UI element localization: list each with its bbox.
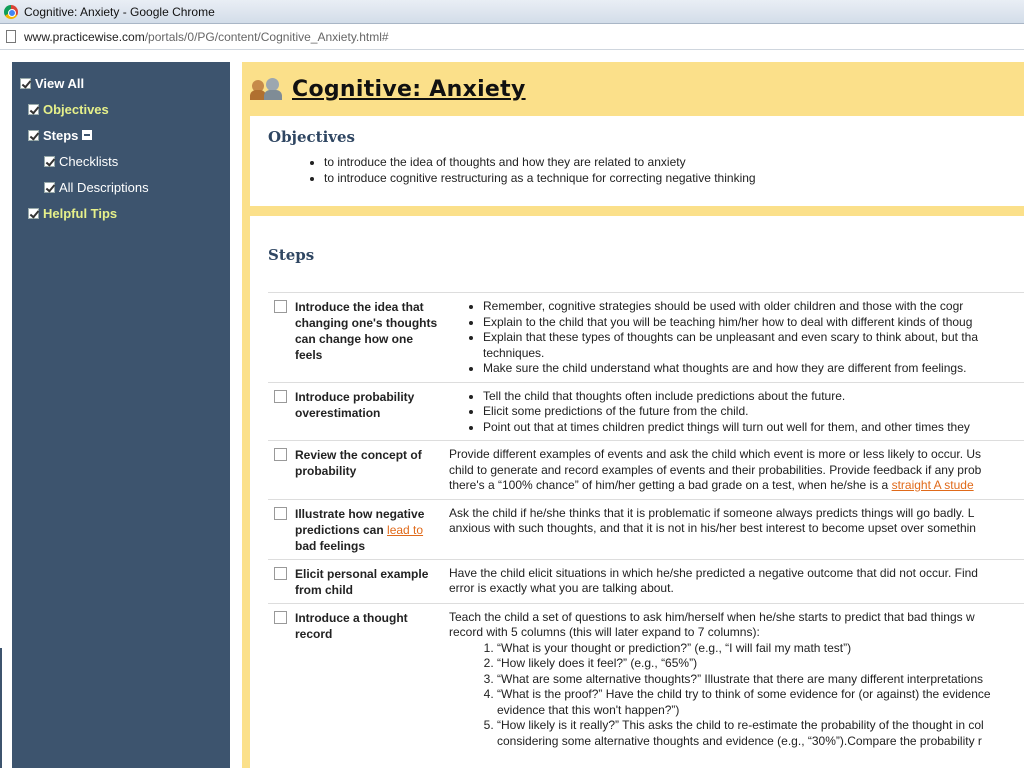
page-icon	[6, 30, 16, 43]
sidebar-item-steps[interactable]	[12, 122, 230, 148]
step-label: Illustrate how negative predictions can lead to bad feelings	[295, 506, 425, 553]
step-description	[439, 566, 1024, 598]
table-row	[268, 440, 1024, 499]
description-line: child to generate and record examples of events and their probabilities. Provide feedback if any prob	[449, 462, 982, 477]
address-bar[interactable]	[0, 24, 1024, 50]
step-label: Introduce probability overestimation	[295, 389, 415, 420]
description-line: Ask the child if he/she thinks that it is problematic if someone always predicts things will go badly. L	[449, 505, 975, 520]
list-item: • Elicit some predictions of the future from the child.	[483, 404, 1024, 420]
list-item: 5. “How likely is it really?” This asks the child to re-estimate the probability of the thought in col considering some alternative thoughts and evidence (e.g., “30%”).Compare the probability r	[497, 718, 1024, 749]
sidebar-item-label: Checklists	[59, 153, 119, 169]
step-label: Introduce the idea that changing one's thoughts can change how one feels	[295, 300, 438, 362]
url-path[interactable]: /portals/0/PG/content/Cognitive_Anxiety.html#	[144, 29, 389, 44]
chrome-icon	[4, 5, 18, 19]
window-title: Cognitive: Anxiety - Google Chrome	[24, 4, 215, 19]
list-item: • to introduce the idea of thoughts and how they are related to anxiety	[324, 154, 1006, 170]
step-checkbox[interactable]	[274, 300, 287, 313]
sidebar	[12, 62, 230, 768]
table-row	[268, 292, 1024, 382]
description-line: anxious with such thoughts, and that it is not in his/her best interest to become upset over somethin	[449, 521, 976, 535]
sidebar-item-label: All Descriptions	[59, 179, 149, 195]
sidebar-item-view-all[interactable]	[12, 70, 230, 96]
sidebar-item-label: Helpful Tips	[43, 205, 118, 221]
list-item: • Tell the child that thoughts often include predictions about the future.	[483, 389, 1024, 405]
list-item: • Explain to the child that you will be teaching him/her how to deal with different kinds of thoug	[483, 315, 1024, 331]
step-description	[439, 299, 1024, 377]
step-checkbox[interactable]	[274, 567, 287, 580]
sidebar-item-helpful-tips[interactable]	[12, 200, 230, 226]
checkbox-checked-icon[interactable]	[44, 182, 55, 193]
collapse-icon[interactable]	[82, 130, 92, 140]
table-row	[268, 382, 1024, 441]
straight-a-link[interactable]: straight A stude	[891, 478, 974, 492]
sidebar-item-objectives[interactable]	[12, 96, 230, 122]
sidebar-item-label: View All	[35, 75, 85, 91]
list-item-continuation: techniques.	[483, 345, 545, 360]
window-titlebar	[0, 0, 1024, 24]
page-title: Cognitive: Anxiety	[292, 76, 526, 102]
step-description	[439, 610, 1024, 750]
checkbox-checked-icon[interactable]	[28, 130, 39, 141]
objectives-panel	[250, 116, 1024, 206]
description-line: Teach the child a set of questions to ask him/herself when he/she starts to predict that bad things w	[449, 609, 975, 624]
sidebar-item-checklists[interactable]	[12, 148, 230, 174]
list-item: • to introduce cognitive restructuring as a technique for correcting negative thinking	[324, 170, 1006, 186]
description-line: there's a “100% chance” of him/her getting a bad grade on a test, when he/she is a straight A stude	[449, 478, 974, 492]
table-row	[268, 603, 1024, 755]
sidebar-item-label: Steps	[43, 127, 79, 143]
sidebar-item-label: Objectives	[43, 101, 109, 117]
page-header	[242, 62, 1024, 116]
step-description	[439, 389, 1024, 436]
step-description	[439, 447, 1024, 494]
table-row	[268, 559, 1024, 603]
main-content	[242, 62, 1024, 768]
step-label: Review the concept of probability	[295, 448, 422, 478]
checkbox-checked-icon[interactable]	[28, 208, 39, 219]
step-checkbox[interactable]	[274, 507, 287, 520]
people-icon	[250, 76, 286, 102]
steps-panel	[250, 216, 1024, 768]
step-description	[439, 506, 1024, 554]
checkbox-checked-icon[interactable]	[20, 78, 31, 89]
left-edge-strip	[0, 648, 2, 768]
checkbox-checked-icon[interactable]	[44, 156, 55, 167]
description-line: error is exactly what you are talking about.	[449, 581, 674, 595]
list-item: 3. “What are some alternative thoughts?” Illustrate that there are many different interpretations	[497, 672, 1024, 688]
list-item: 4. “What is the proof?” Have the child try to think of some evidence for (or against) the evidence evidence that this won't happen?”)	[497, 687, 1024, 718]
description-line: Provide different examples of events and ask the child which event is more or less likely to occur. Us	[449, 447, 982, 461]
list-item: 1. “What is your thought or prediction?” (e.g., “I will fail my math test”)	[497, 641, 1024, 657]
description-line: Have the child elicit situations in which he/she predicted a negative outcome that did not occur. Find	[449, 565, 978, 580]
list-item: • Point out that at times children predict things will turn out well for them, and other times they	[483, 420, 1024, 436]
step-checkbox[interactable]	[274, 390, 287, 403]
steps-heading: Steps	[268, 246, 315, 264]
step-label: Introduce a thought record	[295, 610, 408, 641]
objectives-heading: Objectives	[268, 128, 355, 146]
list-item: • Make sure the child understand what thoughts are and how they are different from feelings.	[483, 361, 1024, 377]
url-domain[interactable]: www.practicewise.com	[24, 29, 145, 44]
step-checkbox[interactable]	[274, 448, 287, 461]
description-line: record with 5 columns (this will later expand to 7 columns):	[449, 625, 760, 639]
sidebar-item-all-descriptions[interactable]	[12, 174, 230, 200]
list-item: • Remember, cognitive strategies should be used with older children and those with the cogr	[483, 299, 1024, 315]
step-checkbox[interactable]	[274, 611, 287, 624]
list-item: • Explain that these types of thoughts can be unpleasant and even scary to think about, but tha	[483, 330, 1024, 346]
list-item: 2. “How likely does it feel?” (e.g., “65%”)	[497, 656, 1024, 672]
table-row	[268, 499, 1024, 559]
step-label: Elicit personal example from child	[295, 566, 429, 597]
lead-to-link[interactable]: lead to	[387, 522, 424, 537]
objectives-list	[268, 154, 1006, 186]
checkbox-checked-icon[interactable]	[28, 104, 39, 115]
